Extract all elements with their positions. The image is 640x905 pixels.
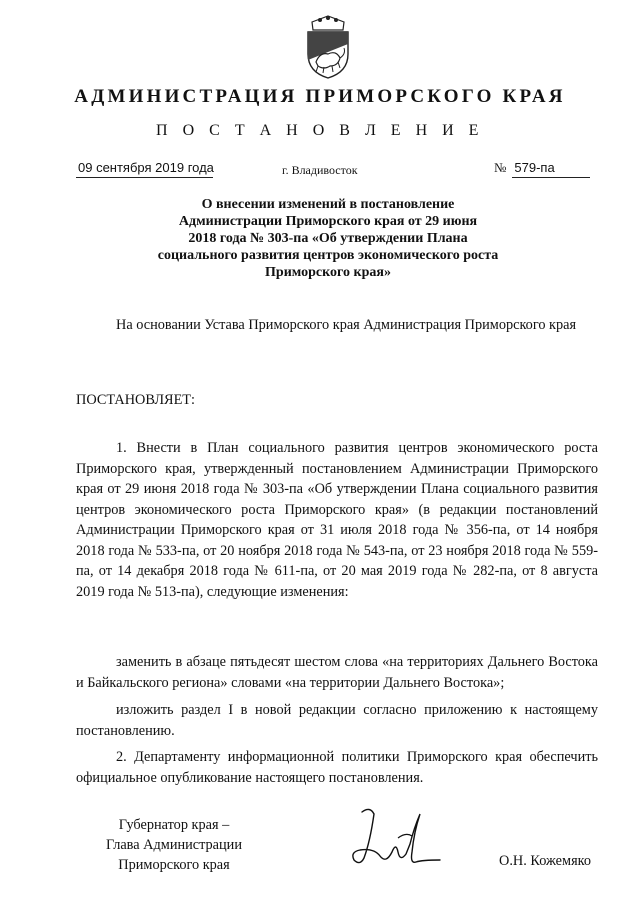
title-line: социального развития центров экономического роста bbox=[157, 248, 499, 263]
document-date: 09 сентября 2019 года bbox=[78, 160, 214, 175]
date-underline bbox=[76, 177, 213, 178]
document-city: г. Владивосток bbox=[282, 163, 358, 177]
decree-word: ПОСТАНОВЛЯЕТ: bbox=[76, 392, 196, 408]
organization-title: АДМИНИСТРАЦИЯ ПРИМОРСКОГО КРАЯ bbox=[74, 86, 566, 107]
document-type: П О С Т А Н О В Л Е Н И Е bbox=[156, 122, 484, 139]
title-line: О внесении изменений в постановление bbox=[201, 197, 455, 212]
document-title bbox=[100, 196, 556, 281]
title-line: 2018 года № 303-па «Об утверждении Плана bbox=[188, 231, 468, 246]
number-underline bbox=[512, 177, 590, 178]
paragraph-2: заменить в абзаце пятьдесят шестом слова «на территориях Дальнего Востока и Байкальского региона» словами «на территории Дальнего Востока»; bbox=[76, 654, 598, 691]
title-line: Приморского края» bbox=[265, 265, 391, 280]
handwritten-signature bbox=[340, 802, 445, 872]
number-sign: № bbox=[494, 160, 507, 175]
signatory-position bbox=[84, 815, 264, 875]
title-line: Администрации Приморского края от 29 июня bbox=[178, 214, 478, 229]
document-number bbox=[494, 160, 555, 176]
signatory-name: О.Н. Кожемяко bbox=[499, 853, 592, 869]
coat-of-arms-icon bbox=[302, 14, 354, 80]
paragraph-4: 2. Департаменту информационной политики Приморского края обеспечить официальное опубликование настоящего постановления. bbox=[76, 749, 598, 786]
position-line: Губернатор края – bbox=[118, 817, 230, 833]
position-line: Глава Администрации bbox=[106, 837, 242, 853]
basis-paragraph: На основании Устава Приморского края Администрация Приморского края bbox=[116, 317, 577, 333]
paragraph-3: изложить раздел I в новой редакции согласно приложению к настоящему постановлению. bbox=[76, 702, 598, 739]
paragraph-1: 1. Внести в План социального развития центров экономического роста Приморского края, утвержденный постановлением Администрации Приморского края от 29 июня 2018 года № 303-па «Об утверждении Плана социального развития центров экономического роста Приморского края» (в редакции постановлений Администрации Приморского края от 31 июля 2018 года № 356-па, от 14 ноября 2018 года № 533-па, от 20 ноября 2018 года № 543-па, от 23 ноября 2018 года № 559-па, от 14 декабря 2018 года № 611-па, от 20 мая 2019 года № 282-па, от 8 августа 2019 года № 513-па), следующие изменения: bbox=[76, 440, 598, 600]
position-line: Приморского края bbox=[118, 857, 230, 873]
number-value: 579-па bbox=[514, 160, 555, 175]
